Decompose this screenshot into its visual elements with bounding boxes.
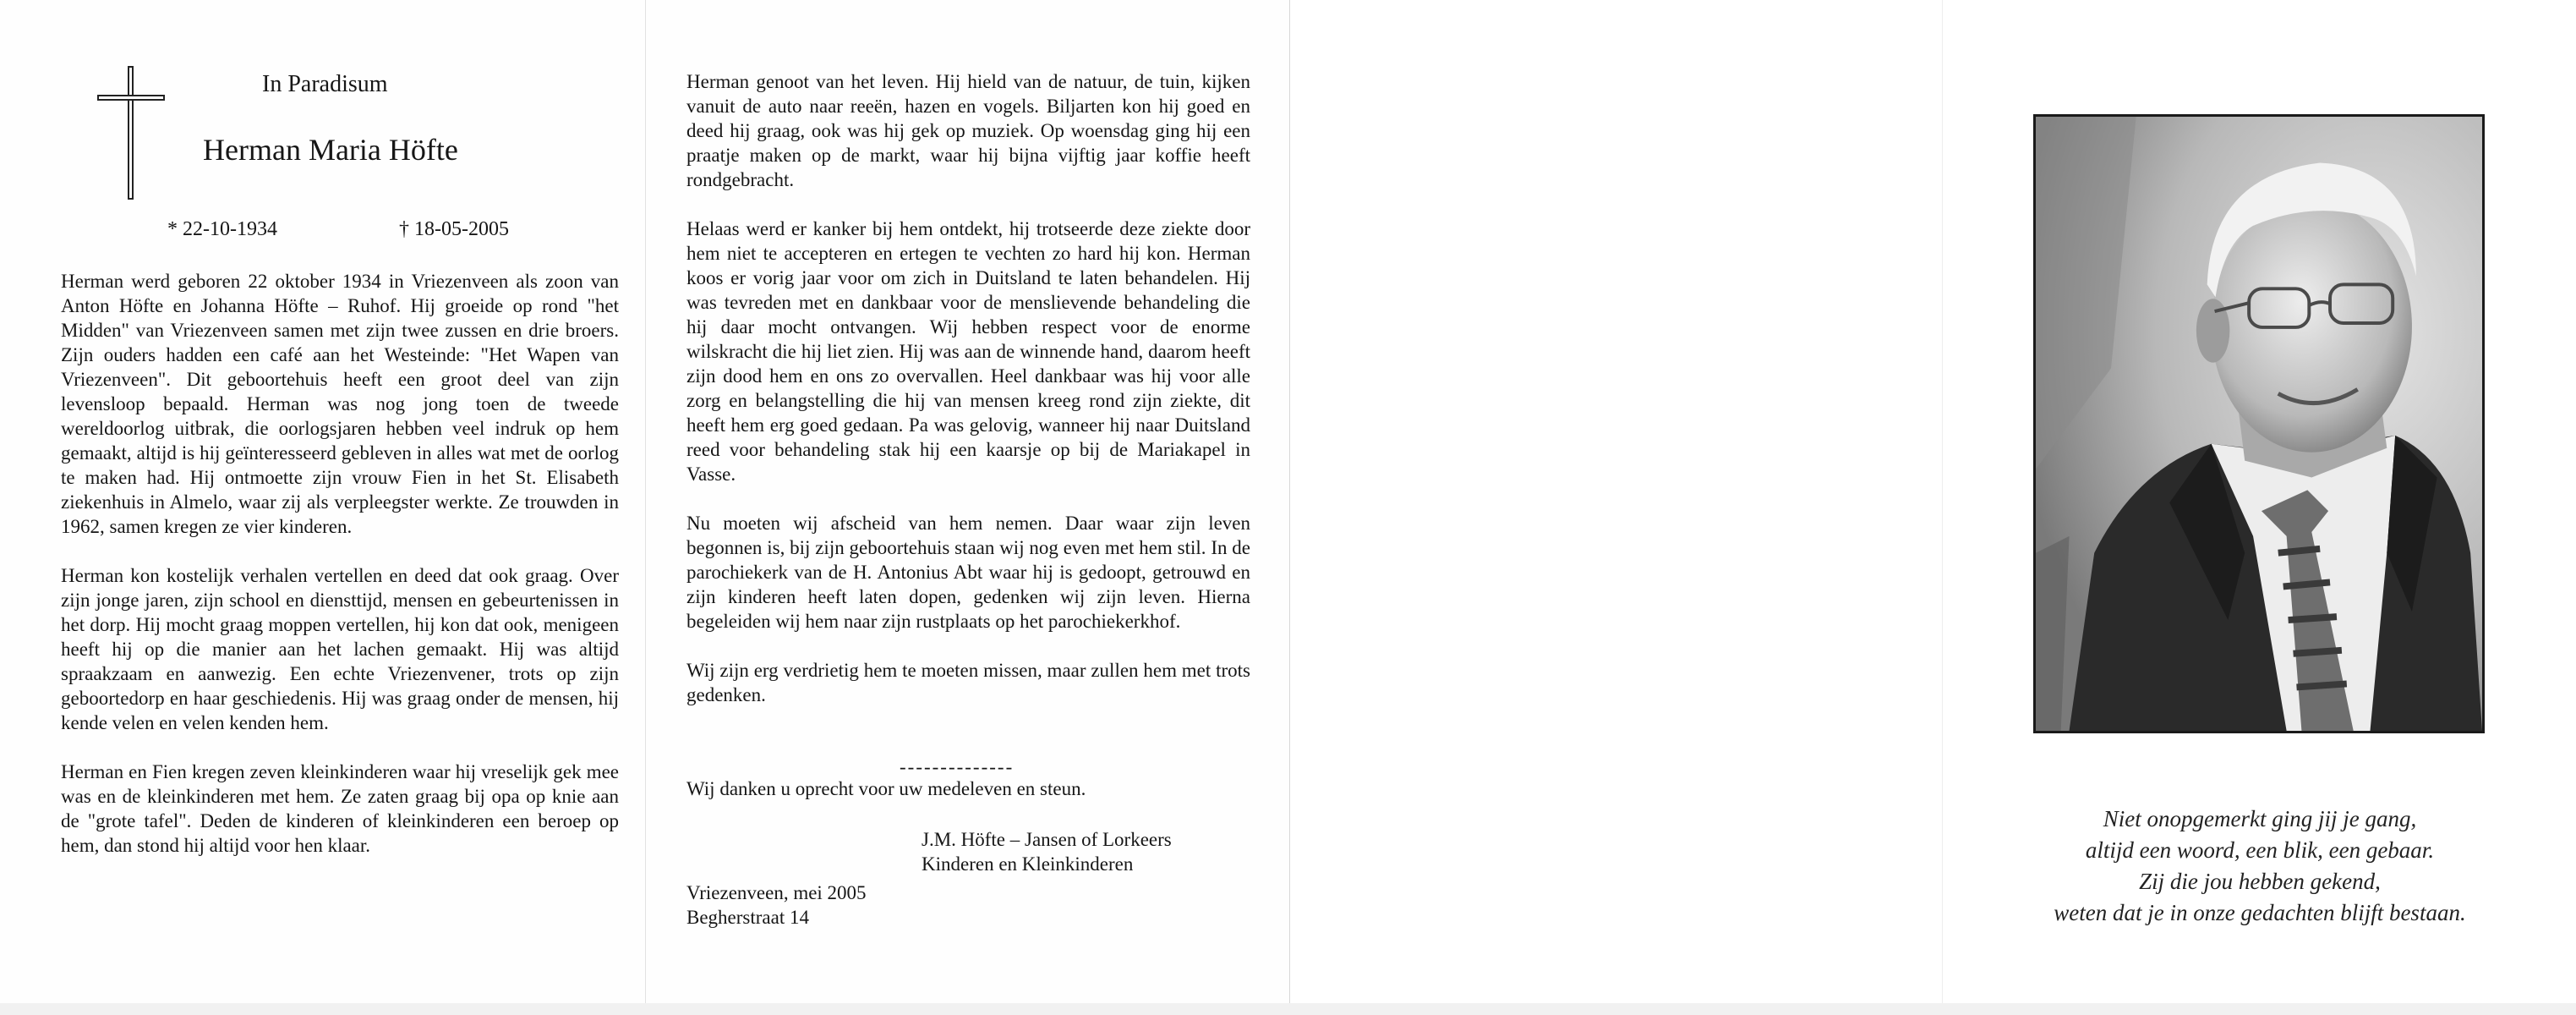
place-date: Vriezenveen, mei 2005 — [686, 882, 867, 903]
memorial-poem — [1943, 804, 2576, 929]
biography-part-1 — [61, 269, 619, 858]
signature-family: J.M. Höfte – Jansen of Lorkeers — [922, 829, 1172, 850]
card-panel-blank — [1289, 0, 1943, 1015]
paragraph: Nu moeten wij afscheid van hem nemen. Daar waar zijn leven begonnen is, bij zijn geboortehuis staan wij nog even met hem stil. In de parochiekerk van de H. Antonius Abt waar hij is gedoopt, getrouwd en zijn kinderen heeft laten dopen, gedenken wij zijn leven. Hierna begeleiden wij hem naar zijn rustplaats op het parochiekerkhof. — [686, 513, 1250, 632]
portrait-illustration — [2036, 117, 2482, 731]
thanks-line: Wij danken u oprecht voor uw medeleven en steun. — [686, 778, 1086, 799]
card-panel-photo — [1942, 0, 2576, 1015]
paragraph: Helaas werd er kanker bij hem ontdekt, hij trotseerde deze ziekte door hem niet te accepteren en ertegen te vechten zo hard hij kon. Herman koos er vorig jaar voor om zich in Duitsland te laten behandelen. Hij was tevreden met en dankbaar voor de menslievende behandeling die hij daar mocht ontvangen. Wij hebben respect voor de enorme wilskracht die hij liet zien. Hij was aan de winnende hand, daarom heeft zijn dood hem en ons zo overvallen. Heel dankbaar was hij voor alle zorg en belangstelling die hij van mensen kreeg rond zijn ziekte, dit heeft hem erg goed gedaan. Pa was gelovig, wanneer hij naar Duitsland reed voor behandeling stak hij een kaarsje op bij de Mariakapel in Vasse. — [686, 218, 1250, 485]
address: Begherstraat 14 — [686, 907, 809, 928]
birth-date: * 22-10-1934 — [167, 218, 277, 240]
portrait-photo — [2033, 114, 2485, 733]
poem-line: Zij die jou hebben gekend, — [2139, 869, 2381, 894]
paragraph: Wij zijn erg verdrietig hem te moeten missen, maar zullen hem met trots gedenken. — [686, 660, 1250, 705]
scan-edge — [0, 1003, 2576, 1015]
deceased-name: Herman Maria Höfte — [203, 133, 458, 167]
paragraph: Herman werd geboren 22 oktober 1934 in Vriezenveen als zoon van Anton Höfte en Johanna Höfte – Ruhof. Hij groeide op rond "het Midden" van Vriezenveen samen met zijn twee zussen en drie broers. Zijn ouders hadden een café aan het Westeinde: "Het Wapen van Vriezenveen". Dit geboortehuis heeft een groot deel van zijn levensloop bepaald. Herman was nog jong toen de tweede wereldoorlog uitbrak, die oorlogsjaren hebben veel indruk op hem gemaakt, altijd is hij geïnteresseerd gebleven in alles wat met de oorlog te maken had. Hij ontmoette zijn vrouw Fien in het St. Elisabeth ziekenhuis in Almelo, waar zij als verpleegster werkte. Ze trouwden in 1962, samen kregen ze vier kinderen. — [61, 271, 619, 537]
paragraph: Herman kon kostelijk verhalen vertellen en deed dat ook graag. Over zijn jonge jaren, zijn school en diensttijd, mensen en gebeurtenissen in het dorp. Hij mocht graag moppen vertellen, hij kon dat ook, menigeen heeft hij op die manier aan het lachen gemaakt. Hij was altijd spraakzaam en aanwezig. Een echte Vriezenvener, trots op zijn geboortedorp en haar geschiedenis. Hij was graag onder de mensen, hij kende velen en velen kenden hem. — [61, 565, 619, 733]
death-date: † 18-05-2005 — [399, 218, 509, 240]
biography-part-2 — [686, 69, 1250, 707]
card-panel-middle — [645, 0, 1290, 1015]
signature-children: Kinderen en Kleinkinderen — [922, 853, 1134, 875]
paragraph: Herman genoot van het leven. Hij hield van de natuur, de tuin, kijken vanuit de auto naar reeën, hazen en vogels. Biljarten kon hij goed en deed hij graag, ook was hij gek op muziek. Op woensdag ging hij een praatje maken op de markt, waar hij bijna vijftig jaar koffie heeft rondgebracht. — [686, 71, 1250, 190]
poem-line: Niet onopgemerkt ging jij je gang, — [2103, 806, 2417, 831]
poem-line: altijd een woord, een blik, een gebaar. — [2085, 837, 2435, 863]
card-panel-left — [0, 0, 645, 1015]
divider: -------------- — [900, 756, 1015, 777]
poem-line: weten dat je in onze gedachten blijft bestaan. — [2054, 900, 2466, 925]
header-in-paradisum: In Paradisum — [262, 71, 388, 97]
paragraph: Herman en Fien kregen zeven kleinkinderen waar hij vreselijk gek mee was en de kleinkinderen met hem. Ze zaten graag bij opa op knie aan de "grote tafel". Deden de kinderen of kleinkinderen een beroep op hem, dan stond hij altijd voor hen klaar. — [61, 761, 619, 856]
cross-icon — [97, 66, 165, 200]
